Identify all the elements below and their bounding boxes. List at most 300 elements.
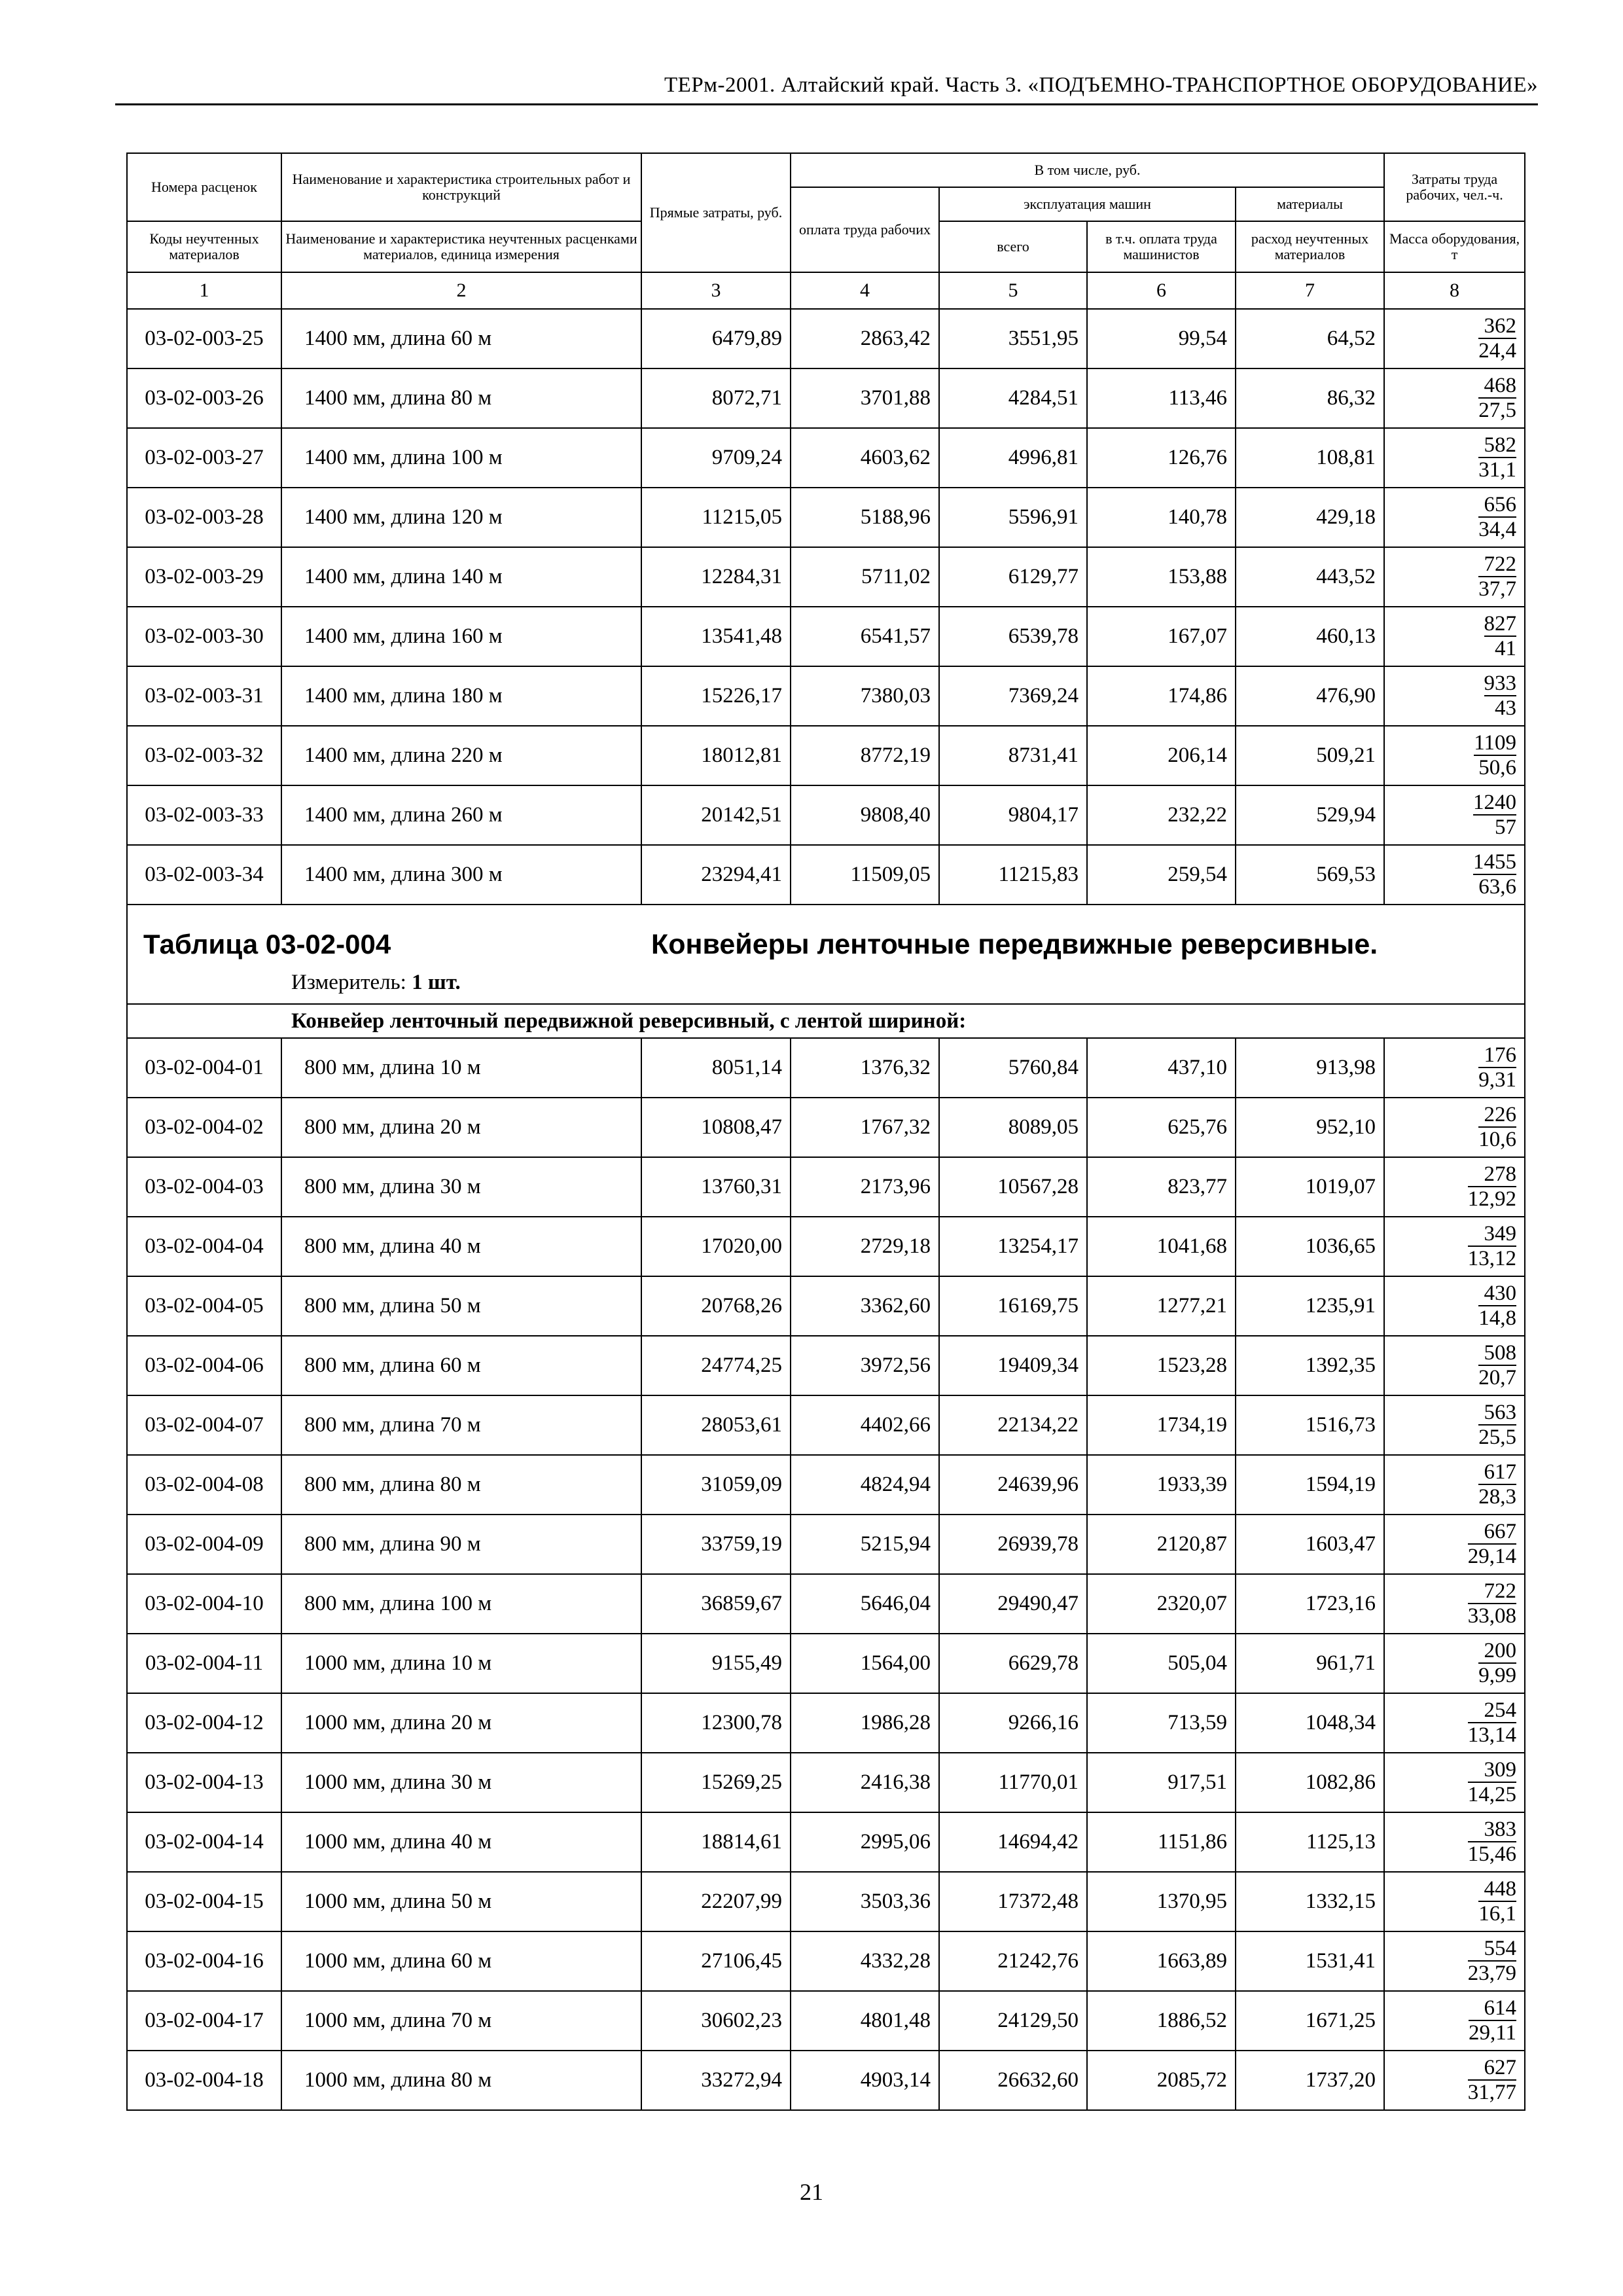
labor-mass-fraction [1478, 374, 1516, 422]
labor-mass-cell [1384, 785, 1525, 845]
machines-total: 6539,78 [939, 607, 1087, 666]
labor-mass-cell [1384, 1991, 1525, 2051]
labor-mass-fraction [1478, 1639, 1516, 1687]
direct-costs: 17020,00 [641, 1217, 791, 1276]
labor-hours: 383 [1468, 1818, 1516, 1842]
rate-code: 03-02-004-05 [127, 1276, 281, 1336]
direct-costs: 15226,17 [641, 666, 791, 726]
labor-hours: 430 [1478, 1282, 1516, 1306]
machinist-wages: 167,07 [1087, 607, 1236, 666]
work-name: 800 мм, длина 70 м [281, 1395, 641, 1455]
labor-mass-cell [1384, 2051, 1525, 2110]
rate-code: 03-02-003-25 [127, 309, 281, 368]
wages: 3503,36 [791, 1872, 939, 1931]
materials: 1125,13 [1236, 1812, 1384, 1872]
labor-mass-cell [1384, 1455, 1525, 1515]
direct-costs: 24774,25 [641, 1336, 791, 1395]
machines-total: 22134,22 [939, 1395, 1087, 1455]
equipment-mass: 14,8 [1478, 1306, 1517, 1330]
direct-costs: 18814,61 [641, 1812, 791, 1872]
table-row [127, 1872, 1525, 1931]
table-row [127, 1395, 1525, 1455]
header-materials: материалы [1236, 187, 1384, 221]
labor-hours: 362 [1478, 314, 1516, 339]
work-name: 800 мм, длина 80 м [281, 1455, 641, 1515]
labor-mass-cell [1384, 1098, 1525, 1157]
table-row [127, 845, 1525, 905]
column-number: 8 [1384, 272, 1525, 309]
work-name: 800 мм, длина 20 м [281, 1098, 641, 1157]
equipment-mass: 31,1 [1478, 458, 1517, 482]
labor-mass-fraction [1468, 1818, 1516, 1866]
work-name: 1400 мм, длина 60 м [281, 309, 641, 368]
machinist-wages: 99,54 [1087, 309, 1236, 368]
header-labor: Затраты труда рабочих, чел.-ч. [1384, 153, 1525, 221]
wages: 5215,94 [791, 1515, 939, 1574]
equipment-mass: 25,5 [1478, 1426, 1517, 1449]
wages: 3362,60 [791, 1276, 939, 1336]
direct-costs: 22207,99 [641, 1872, 791, 1931]
wages: 2416,38 [791, 1753, 939, 1812]
direct-costs: 13760,31 [641, 1157, 791, 1217]
labor-mass-fraction [1468, 2056, 1516, 2104]
labor-mass-cell [1384, 1574, 1525, 1634]
wages: 11509,05 [791, 845, 939, 905]
machinist-wages: 917,51 [1087, 1753, 1236, 1812]
equipment-mass: 57 [1495, 816, 1517, 839]
labor-mass-cell [1384, 726, 1525, 785]
table-row [127, 547, 1525, 607]
equipment-mass: 20,7 [1478, 1366, 1517, 1390]
labor-mass-fraction [1478, 1401, 1516, 1449]
equipment-mass: 14,25 [1467, 1783, 1517, 1806]
rate-code: 03-02-004-14 [127, 1812, 281, 1872]
wages: 4603,62 [791, 428, 939, 488]
machines-total: 7369,24 [939, 666, 1087, 726]
table-body [127, 272, 1525, 309]
machinist-wages: 1041,68 [1087, 1217, 1236, 1276]
wages: 4903,14 [791, 2051, 939, 2110]
work-name: 800 мм, длина 100 м [281, 1574, 641, 1634]
labor-hours: 448 [1478, 1877, 1516, 1902]
labor-hours: 563 [1478, 1401, 1516, 1426]
equipment-mass: 43 [1495, 696, 1517, 720]
machines-total: 13254,17 [939, 1217, 1087, 1276]
labor-mass-cell [1384, 1812, 1525, 1872]
equipment-mass: 13,14 [1467, 1723, 1517, 1747]
work-name: 1000 мм, длина 20 м [281, 1693, 641, 1753]
table-rows-03-02-003 [127, 309, 1525, 905]
labor-mass-cell [1384, 1634, 1525, 1693]
rate-code: 03-02-004-16 [127, 1931, 281, 1991]
direct-costs: 13541,48 [641, 607, 791, 666]
table-row [127, 785, 1525, 845]
table-title: Конвейеры ленточные передвижные реверсивные. [651, 929, 1378, 960]
labor-mass-fraction [1468, 1520, 1516, 1568]
machines-total: 9804,17 [939, 785, 1087, 845]
labor-hours: 933 [1484, 672, 1517, 695]
materials: 1671,25 [1236, 1991, 1384, 2051]
wages: 9808,40 [791, 785, 939, 845]
machinist-wages: 2320,07 [1087, 1574, 1236, 1634]
work-name: 1400 мм, длина 80 м [281, 368, 641, 428]
machines-total: 21242,76 [939, 1931, 1087, 1991]
table-row [127, 1276, 1525, 1336]
materials: 1594,19 [1236, 1455, 1384, 1515]
machinist-wages: 1151,86 [1087, 1812, 1236, 1872]
materials: 1332,15 [1236, 1872, 1384, 1931]
table-row [127, 309, 1525, 368]
labor-mass-fraction [1484, 672, 1517, 720]
equipment-mass: 50,6 [1478, 756, 1517, 780]
rate-code: 03-02-004-02 [127, 1098, 281, 1157]
wages: 1376,32 [791, 1038, 939, 1098]
rate-code: 03-02-003-33 [127, 785, 281, 845]
rate-code: 03-02-004-06 [127, 1336, 281, 1395]
materials: 429,18 [1236, 488, 1384, 547]
direct-costs: 18012,81 [641, 726, 791, 785]
rate-code: 03-02-004-09 [127, 1515, 281, 1574]
work-name: 800 мм, длина 40 м [281, 1217, 641, 1276]
direct-costs: 6479,89 [641, 309, 791, 368]
header-unaccounted: расход неучтенных материалов [1236, 221, 1384, 272]
machinist-wages: 140,78 [1087, 488, 1236, 547]
labor-hours: 827 [1484, 612, 1517, 636]
table-row [127, 428, 1525, 488]
machines-total: 24639,96 [939, 1455, 1087, 1515]
header-name: Наименование и характеристика строительных работ и конструкций [281, 153, 641, 221]
rate-code: 03-02-003-26 [127, 368, 281, 428]
labor-hours: 226 [1478, 1103, 1516, 1128]
machinist-wages: 1277,21 [1087, 1276, 1236, 1336]
direct-costs: 11215,05 [641, 488, 791, 547]
table-row [127, 1217, 1525, 1276]
labor-hours: 309 [1468, 1758, 1516, 1783]
rate-code: 03-02-003-31 [127, 666, 281, 726]
rate-code: 03-02-004-01 [127, 1038, 281, 1098]
wages: 7380,03 [791, 666, 939, 726]
equipment-mass: 16,1 [1478, 1902, 1517, 1926]
direct-costs: 9155,49 [641, 1634, 791, 1693]
materials: 529,94 [1236, 785, 1384, 845]
labor-mass-cell [1384, 1038, 1525, 1098]
materials: 86,32 [1236, 368, 1384, 428]
machinist-wages: 206,14 [1087, 726, 1236, 785]
rate-code: 03-02-004-11 [127, 1634, 281, 1693]
labor-mass-fraction [1468, 1162, 1516, 1211]
labor-mass-cell [1384, 1336, 1525, 1395]
machines-total: 8089,05 [939, 1098, 1087, 1157]
labor-hours: 349 [1468, 1222, 1516, 1247]
labor-mass-fraction [1484, 612, 1517, 660]
labor-hours: 627 [1468, 2056, 1516, 2081]
table-number: Таблица 03-02-004 [143, 929, 391, 960]
labor-hours: 667 [1468, 1520, 1516, 1545]
machinist-wages: 126,76 [1087, 428, 1236, 488]
labor-mass-cell [1384, 428, 1525, 488]
table-row [127, 1336, 1525, 1395]
page-number: 21 [800, 2179, 823, 2205]
table-row [127, 2051, 1525, 2110]
wages: 5188,96 [791, 488, 939, 547]
labor-mass-cell [1384, 1753, 1525, 1812]
table-row [127, 1157, 1525, 1217]
work-name: 1000 мм, длина 70 м [281, 1991, 641, 2051]
labor-mass-cell [1384, 368, 1525, 428]
labor-hours: 254 [1468, 1698, 1516, 1723]
header-direct-costs: Прямые затраты, руб. [641, 153, 791, 272]
materials: 1036,65 [1236, 1217, 1384, 1276]
wages: 4402,66 [791, 1395, 939, 1455]
labor-mass-cell [1384, 1276, 1525, 1336]
column-number: 3 [641, 272, 791, 309]
wages: 3701,88 [791, 368, 939, 428]
labor-hours: 1109 [1474, 731, 1517, 755]
equipment-mass: 10,6 [1478, 1128, 1517, 1151]
rate-code: 03-02-003-29 [127, 547, 281, 607]
table-row [127, 1038, 1525, 1098]
wages: 4332,28 [791, 1931, 939, 1991]
labor-mass-fraction [1478, 1877, 1516, 1926]
running-header: ТЕРм-2001. Алтайский край. Часть 3. «ПОДЪЕМНО-ТРАНСПОРТНОЕ ОБОРУДОВАНИЕ» [664, 73, 1538, 97]
machines-total: 6129,77 [939, 547, 1087, 607]
labor-mass-fraction [1473, 791, 1516, 839]
labor-mass-cell [1384, 1931, 1525, 1991]
direct-costs: 23294,41 [641, 845, 791, 905]
wages: 4824,94 [791, 1455, 939, 1515]
machinist-wages: 713,59 [1087, 1693, 1236, 1753]
materials: 476,90 [1236, 666, 1384, 726]
header-codes: Номера расценок [127, 153, 281, 221]
materials: 1723,16 [1236, 1574, 1384, 1634]
materials: 952,10 [1236, 1098, 1384, 1157]
machinist-wages: 232,22 [1087, 785, 1236, 845]
measure-unit [291, 971, 461, 995]
rate-code: 03-02-004-17 [127, 1991, 281, 2051]
labor-hours: 617 [1478, 1460, 1516, 1485]
rate-code: 03-02-003-32 [127, 726, 281, 785]
labor-mass-fraction [1468, 1579, 1516, 1628]
price-table [126, 152, 1525, 2111]
machinist-wages: 1734,19 [1087, 1395, 1236, 1455]
materials: 1392,35 [1236, 1336, 1384, 1395]
wages: 2863,42 [791, 309, 939, 368]
rate-code: 03-02-004-15 [127, 1872, 281, 1931]
machinist-wages: 823,77 [1087, 1157, 1236, 1217]
column-number: 6 [1087, 272, 1236, 309]
machines-total: 24129,50 [939, 1991, 1087, 2051]
labor-mass-fraction [1478, 433, 1516, 482]
direct-costs: 36859,67 [641, 1574, 791, 1634]
rate-code: 03-02-004-04 [127, 1217, 281, 1276]
materials: 1048,34 [1236, 1693, 1384, 1753]
work-name: 1400 мм, длина 100 м [281, 428, 641, 488]
direct-costs: 20768,26 [641, 1276, 791, 1336]
equipment-mass: 29,11 [1469, 2021, 1517, 2045]
labor-hours: 722 [1478, 552, 1516, 577]
machines-total: 5760,84 [939, 1038, 1087, 1098]
equipment-mass: 15,46 [1467, 1842, 1517, 1866]
machines-total: 4996,81 [939, 428, 1087, 488]
machines-total: 29490,47 [939, 1574, 1087, 1634]
equipment-mass: 12,92 [1467, 1187, 1517, 1211]
machinist-wages: 259,54 [1087, 845, 1236, 905]
machinist-wages: 625,76 [1087, 1098, 1236, 1157]
header-rule [115, 103, 1538, 105]
table-row [127, 488, 1525, 547]
column-number: 4 [791, 272, 939, 309]
table-title-block [127, 905, 1525, 1004]
work-name: 1400 мм, длина 300 м [281, 845, 641, 905]
table-row [127, 607, 1525, 666]
equipment-mass: 23,79 [1467, 1962, 1517, 1985]
machinist-wages: 1886,52 [1087, 1991, 1236, 2051]
wages: 5646,04 [791, 1574, 939, 1634]
machines-total: 11770,01 [939, 1753, 1087, 1812]
column-numbers-row [127, 272, 1525, 309]
equipment-mass: 33,08 [1467, 1604, 1517, 1628]
equipment-mass: 41 [1495, 637, 1517, 660]
column-number: 7 [1236, 272, 1384, 309]
materials: 1531,41 [1236, 1931, 1384, 1991]
direct-costs: 30602,23 [641, 1991, 791, 2051]
machines-total: 4284,51 [939, 368, 1087, 428]
header-mass: Масса оборудования, т [1384, 221, 1525, 272]
work-name: 1400 мм, длина 160 м [281, 607, 641, 666]
header-including: В том числе, руб. [791, 153, 1384, 187]
materials: 1737,20 [1236, 2051, 1384, 2110]
labor-mass-cell [1384, 547, 1525, 607]
work-name: 1000 мм, длина 80 м [281, 2051, 641, 2110]
materials: 569,53 [1236, 845, 1384, 905]
table-row [127, 666, 1525, 726]
materials: 1019,07 [1236, 1157, 1384, 1217]
equipment-mass: 9,99 [1478, 1664, 1517, 1687]
labor-mass-fraction [1478, 314, 1516, 363]
wages: 3972,56 [791, 1336, 939, 1395]
labor-hours: 1240 [1473, 791, 1517, 814]
header-codes-sub: Коды неучтенных материалов [127, 221, 281, 272]
machines-total: 6629,78 [939, 1634, 1087, 1693]
rate-code: 03-02-004-12 [127, 1693, 281, 1753]
header-machinist-wages: в т.ч. оплата труда машинистов [1087, 221, 1236, 272]
work-name: 800 мм, длина 90 м [281, 1515, 641, 1574]
machinist-wages: 1370,95 [1087, 1872, 1236, 1931]
labor-mass-cell [1384, 1217, 1525, 1276]
materials: 1603,47 [1236, 1515, 1384, 1574]
labor-mass-cell [1384, 1157, 1525, 1217]
column-number: 5 [939, 272, 1087, 309]
table-row [127, 1515, 1525, 1574]
labor-mass-fraction [1473, 850, 1516, 899]
labor-mass-fraction [1478, 552, 1516, 601]
work-name: 1400 мм, длина 140 м [281, 547, 641, 607]
equipment-mass: 37,7 [1478, 577, 1517, 601]
labor-hours: 1455 [1473, 850, 1517, 874]
table-row [127, 1098, 1525, 1157]
work-name: 1400 мм, длина 180 м [281, 666, 641, 726]
direct-costs: 10808,47 [641, 1098, 791, 1157]
table-row [127, 368, 1525, 428]
labor-mass-fraction [1478, 1460, 1516, 1509]
work-name: 1000 мм, длина 30 м [281, 1753, 641, 1812]
materials: 1082,86 [1236, 1753, 1384, 1812]
wages: 5711,02 [791, 547, 939, 607]
materials: 443,52 [1236, 547, 1384, 607]
work-name: 1000 мм, длина 10 м [281, 1634, 641, 1693]
machines-total: 9266,16 [939, 1693, 1087, 1753]
machines-total: 14694,42 [939, 1812, 1087, 1872]
wages: 2173,96 [791, 1157, 939, 1217]
table-row [127, 1812, 1525, 1872]
direct-costs: 12300,78 [641, 1693, 791, 1753]
machinist-wages: 174,86 [1087, 666, 1236, 726]
labor-mass-cell [1384, 309, 1525, 368]
labor-hours: 582 [1478, 433, 1516, 458]
header-wages: оплата труда рабочих [791, 187, 939, 272]
table-row [127, 726, 1525, 785]
labor-hours: 200 [1478, 1639, 1516, 1664]
rate-code: 03-02-004-18 [127, 2051, 281, 2110]
table-row [127, 1574, 1525, 1634]
equipment-mass: 27,5 [1478, 399, 1517, 422]
machinist-wages: 1663,89 [1087, 1931, 1236, 1991]
header-machines-total: всего [939, 221, 1087, 272]
wages: 2729,18 [791, 1217, 939, 1276]
materials: 64,52 [1236, 309, 1384, 368]
labor-mass-cell [1384, 1515, 1525, 1574]
table-section-header [127, 905, 1525, 1038]
machinist-wages: 505,04 [1087, 1634, 1236, 1693]
rate-code: 03-02-004-03 [127, 1157, 281, 1217]
machines-total: 17372,48 [939, 1872, 1087, 1931]
labor-mass-fraction [1474, 731, 1516, 780]
labor-hours: 508 [1478, 1341, 1516, 1366]
materials: 961,71 [1236, 1634, 1384, 1693]
table-row [127, 1693, 1525, 1753]
labor-mass-fraction [1478, 1282, 1516, 1330]
labor-mass-cell [1384, 488, 1525, 547]
labor-mass-fraction [1469, 1996, 1516, 2045]
header-machines: эксплуатация машин [939, 187, 1236, 221]
labor-mass-cell [1384, 607, 1525, 666]
work-name: 1000 мм, длина 60 м [281, 1931, 641, 1991]
direct-costs: 12284,31 [641, 547, 791, 607]
equipment-mass: 9,31 [1478, 1068, 1517, 1092]
materials: 913,98 [1236, 1038, 1384, 1098]
materials: 1235,91 [1236, 1276, 1384, 1336]
column-number: 1 [127, 272, 281, 309]
labor-mass-fraction [1468, 1222, 1516, 1270]
labor-hours: 176 [1478, 1043, 1516, 1068]
direct-costs: 33759,19 [641, 1515, 791, 1574]
machines-total: 26939,78 [939, 1515, 1087, 1574]
machinist-wages: 1933,39 [1087, 1455, 1236, 1515]
labor-mass-cell [1384, 1693, 1525, 1753]
work-name: 800 мм, длина 30 м [281, 1157, 641, 1217]
equipment-mass: 24,4 [1478, 339, 1517, 363]
machines-total: 10567,28 [939, 1157, 1087, 1217]
direct-costs: 31059,09 [641, 1455, 791, 1515]
direct-costs: 15269,25 [641, 1753, 791, 1812]
materials: 108,81 [1236, 428, 1384, 488]
rate-code: 03-02-004-08 [127, 1455, 281, 1515]
labor-hours: 656 [1478, 493, 1516, 518]
direct-costs: 9709,24 [641, 428, 791, 488]
rate-code: 03-02-003-27 [127, 428, 281, 488]
table-rows-03-02-004 [127, 1038, 1525, 2110]
labor-mass-fraction [1478, 1103, 1516, 1151]
